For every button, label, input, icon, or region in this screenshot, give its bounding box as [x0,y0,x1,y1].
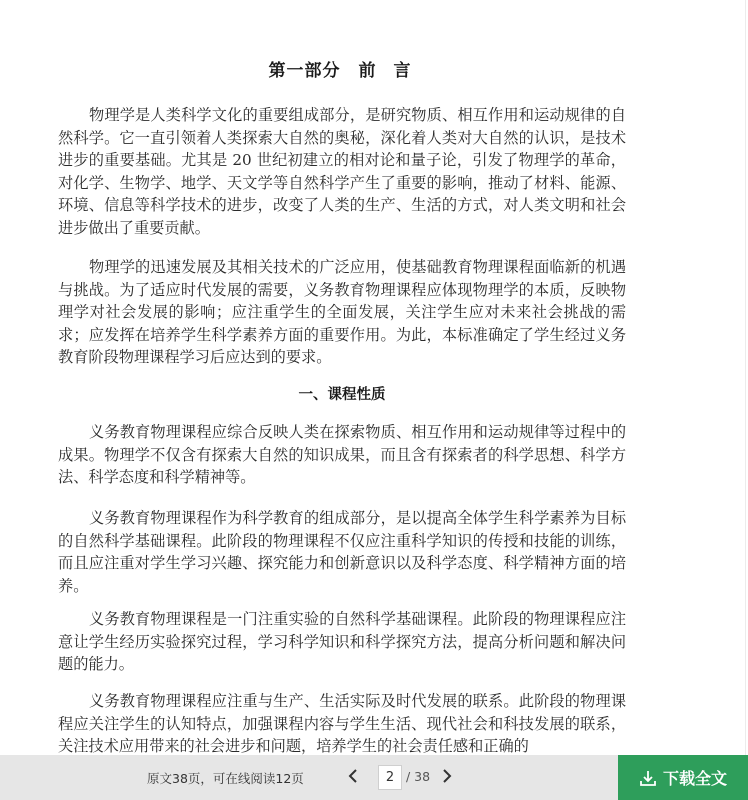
page-title: 第一部分 前 言 [268,61,412,81]
page-info-text: 原文38页，可在线阅读12页 [147,771,304,786]
paragraph-nature-2: 义务教育物理课程作为科学教育的组成部分，是以提高全体学生科学素养为目标的自然科学基础课程。此阶段的物理课程不仅应注重科学知识的传授和技能的训练，而且应注重对学生学习兴趣、探究能力和创新意识以及科学态度、科学精神方面的培养。 [58,509,626,595]
section-title: 一、课程性质 [298,387,386,403]
total-pages: / 38 [406,769,431,784]
chevron-left-icon [348,768,358,784]
prev-page-button[interactable] [344,764,362,788]
paragraph-nature-1: 义务教育物理课程应综合反映人类在探索物质、相互作用和运动规律等过程中的成果。物理学不仅含有探索大自然的知识成果，而且含有探索者的科学思想、科学方法、科学态度和科学精神等。 [58,423,626,486]
download-full-text-button[interactable] [618,755,748,800]
next-page-button[interactable] [438,764,456,788]
chevron-right-icon [442,768,452,784]
download-icon [639,769,657,787]
paragraph-intro-1: 物理学是人类科学文化的重要组成部分，是研究物质、相互作用和运动规律的自然科学。它一直引领着人类探索大自然的奥秘，深化着人类对大自然的认识，是技术进步的重要基础。尤其是 20 世纪初建立的相对论和量子论，引发了物理学的革命，对化学、生物学、地学、天文学等自然科学产生了重要的影响，推动了材料、能源、环境、信息等科学技术的进步，改变了人类的生产、生活的方式，对人类文明和社会进步做出了重要贡献。 [58,106,626,237]
paragraph-nature-3: 义务教育物理课程是一门注重实验的自然科学基础课程。此阶段的物理课程应注意让学生经历实验探究过程，学习科学知识和科学探究方法，提高分析问题和解决问题的能力。 [58,610,626,673]
paragraph-nature-4: 义务教育物理课程应注重与生产、生活实际及时代发展的联系。此阶段的物理课程应关注学生的认知特点，加强课程内容与学生生活、现代社会和科技发展的联系，关注技术应用带来的社会进步和问题，培养学生的社会责任感和正确的 [58,692,626,755]
reader-bottom-bar [0,755,748,800]
download-label: 下载全文 [662,769,727,788]
page-number-input[interactable] [378,765,402,790]
paragraph-intro-2: 物理学的迅速发展及其相关技术的广泛应用，使基础教育物理课程面临新的机遇与挑战。为了适应时代发展的需要，义务教育物理课程应体现物理学的本质，反映物理学对社会发展的影响；应注重学生的全面发展，关注学生应对未来社会挑战的需求；应发挥在培养学生科学素养方面的重要作用。为此，本标准确定了学生经过义务教育阶段物理课程学习后应达到的要求。 [58,258,626,366]
